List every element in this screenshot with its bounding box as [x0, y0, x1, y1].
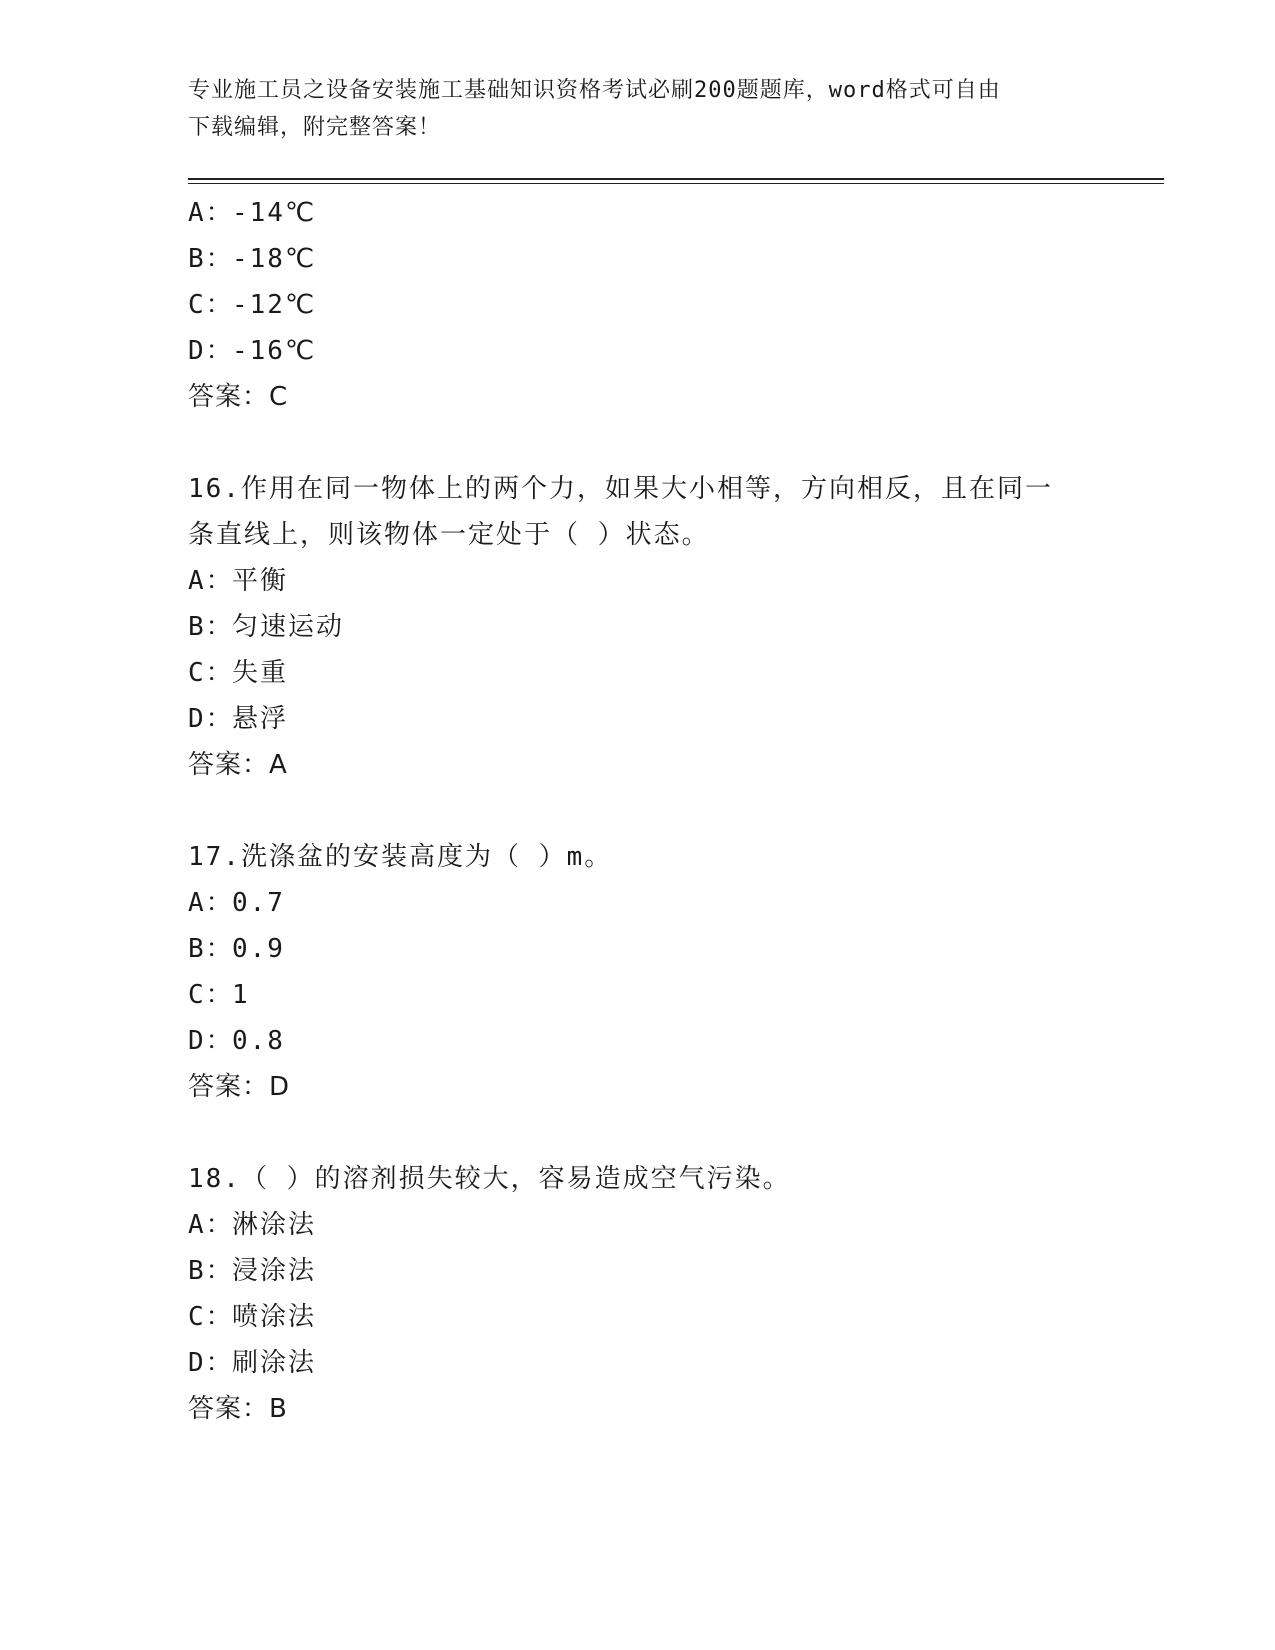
option-text: 匀速运动: [232, 612, 345, 642]
option-text: 刷涂法: [232, 1348, 317, 1378]
option-letter: A：: [188, 566, 234, 596]
option-a: [188, 558, 1088, 604]
option-c: [188, 650, 1088, 696]
option-b: [188, 1248, 1088, 1294]
option-b: [188, 604, 1088, 650]
spacer: [188, 420, 1088, 466]
document-header: [188, 72, 1078, 146]
option-d: [188, 328, 1088, 374]
header-line-1: 专业施工员之设备安装施工基础知识资格考试必刷200题题库，word格式可自由: [188, 78, 1001, 103]
question-stem: 18.（ ）的溶剂损失较大，容易造成空气污染。: [188, 1164, 791, 1194]
answer-line: 答案：C: [188, 382, 289, 412]
option-letter: B：: [188, 244, 234, 274]
option-letter: B：: [188, 1256, 234, 1286]
question-17: [188, 834, 1088, 1110]
option-text: -14℃: [232, 198, 317, 228]
option-letter: A：: [188, 1210, 234, 1240]
option-text: 1: [232, 980, 250, 1010]
option-text: 平衡: [232, 566, 289, 596]
answer-line: 答案：B: [188, 1394, 288, 1424]
option-text: 0.8: [232, 1026, 285, 1056]
option-letter: C：: [188, 980, 234, 1010]
option-d: [188, 1018, 1088, 1064]
option-letter: B：: [188, 612, 234, 642]
option-text: 浸涂法: [232, 1256, 317, 1286]
option-text: 淋涂法: [232, 1210, 317, 1240]
option-letter: D：: [188, 1026, 234, 1056]
option-text: 失重: [232, 658, 289, 688]
question-stem: 17.洗涤盆的安装高度为（ ）m。: [188, 842, 613, 872]
option-letter: C：: [188, 658, 234, 688]
questions-body: [188, 190, 1088, 1432]
option-d: [188, 1340, 1088, 1386]
option-letter: A：: [188, 888, 234, 918]
option-letter: B：: [188, 934, 234, 964]
option-d: [188, 696, 1088, 742]
option-letter: C：: [188, 290, 234, 320]
header-divider-thick: [188, 178, 1164, 180]
option-b: [188, 236, 1088, 282]
option-b: [188, 926, 1088, 972]
option-letter: C：: [188, 1302, 234, 1332]
spacer: [188, 788, 1088, 834]
option-text: 0.9: [232, 934, 285, 964]
option-c: [188, 1294, 1088, 1340]
spacer: [188, 1110, 1088, 1156]
question-18: [188, 1156, 1088, 1432]
option-a: [188, 880, 1088, 926]
question-16: [188, 466, 1088, 788]
option-a: [188, 1202, 1088, 1248]
header-divider-thin: [188, 183, 1164, 184]
option-text: 喷涂法: [232, 1302, 317, 1332]
question-stem: 16.作用在同一物体上的两个力，如果大小相等，方向相反，且在同一: [188, 474, 1053, 504]
option-letter: D：: [188, 336, 234, 366]
question-stem-continued: 条直线上，则该物体一定处于（ ）状态。: [188, 520, 710, 550]
option-c: [188, 972, 1088, 1018]
answer-line: 答案：D: [188, 1072, 291, 1102]
option-c: [188, 282, 1088, 328]
option-a: [188, 190, 1088, 236]
option-letter: D：: [188, 1348, 234, 1378]
option-letter: D：: [188, 704, 234, 734]
option-text: -18℃: [232, 244, 317, 274]
question-15: [188, 190, 1088, 420]
answer-line: 答案：A: [188, 750, 288, 780]
option-text: 0.7: [232, 888, 285, 918]
option-text: -16℃: [232, 336, 317, 366]
option-letter: A：: [188, 198, 234, 228]
header-line-2: 下载编辑，附完整答案！: [188, 115, 442, 140]
option-text: -12℃: [232, 290, 317, 320]
option-text: 悬浮: [232, 704, 289, 734]
